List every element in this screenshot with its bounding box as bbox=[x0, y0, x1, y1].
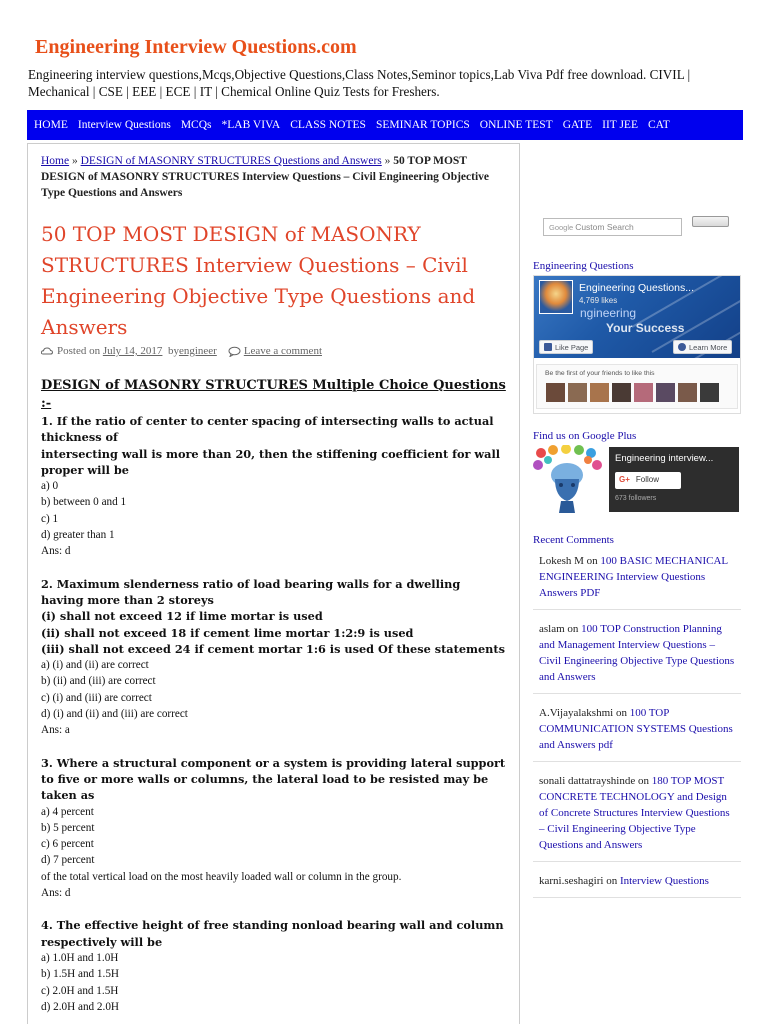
google-label: Google bbox=[549, 223, 574, 232]
search-button[interactable] bbox=[692, 216, 729, 227]
facebook-like-button[interactable] bbox=[539, 340, 593, 354]
comment-post-link[interactable]: 180 TOP MOST CONCRETE TECHNOLOGY and Design of Concrete Structures Interview Questions – Civil Engineering Objective Type Questions and Answers bbox=[539, 775, 730, 851]
comment-on-label: on bbox=[613, 707, 630, 719]
question-text: 2. Maximum slenderness ratio of load bearing walls for a dwelling having more than 2 storeys bbox=[41, 576, 461, 607]
facebook-like-count: 4,769 likes bbox=[579, 296, 618, 305]
recent-comment-item bbox=[533, 552, 741, 610]
question-block bbox=[41, 413, 506, 560]
leave-comment-link[interactable]: Leave a comment bbox=[243, 345, 322, 357]
learn-more-label: Learn More bbox=[689, 343, 728, 352]
question-block bbox=[41, 576, 506, 739]
post-date-link[interactable]: July 14, 2017 bbox=[102, 345, 163, 357]
nav-item-cat[interactable]: CAT bbox=[648, 119, 670, 131]
search-placeholder: Custom Search bbox=[575, 222, 634, 232]
friend-avatar[interactable] bbox=[700, 383, 719, 402]
posted-on-label: Posted on bbox=[57, 345, 101, 357]
nav-item-home[interactable]: HOME bbox=[34, 119, 68, 131]
friend-avatar[interactable] bbox=[656, 383, 675, 402]
answer-option: c) 1 bbox=[41, 512, 59, 525]
answer-option: b) 5 percent bbox=[41, 821, 95, 834]
friend-avatar[interactable] bbox=[590, 383, 609, 402]
comment-author: A.Vijayalakshmi bbox=[539, 707, 614, 719]
answer-option: b) 1.5H and 1.5H bbox=[41, 968, 119, 981]
comment-post-link[interactable]: 100 TOP Construction Planning and Management Interview Questions – Civil Engineering Objective Type Questions and Answers bbox=[539, 623, 735, 683]
by-label: by bbox=[167, 345, 179, 357]
nav-item-lab-viva[interactable]: *LAB VIVA bbox=[221, 119, 281, 131]
answer-option: b) (ii) and (iii) are correct bbox=[41, 675, 156, 688]
answer-option: d) 7 percent bbox=[41, 854, 95, 867]
question-text: 3. Where a structural component or a system is providing lateral support to five or more walls or columns, the lateral load to be resisted may be taken as bbox=[41, 755, 506, 803]
answer-option: a) 4 percent bbox=[41, 805, 94, 818]
follow-label: Follow bbox=[635, 475, 660, 484]
google-plus-brain-image[interactable] bbox=[533, 445, 603, 513]
search-widget bbox=[543, 216, 757, 238]
breadcrumb-separator: » bbox=[69, 155, 81, 167]
google-plus-page-name[interactable]: Engineering interview... bbox=[615, 453, 714, 464]
friend-avatar[interactable] bbox=[546, 383, 565, 402]
comment-on-label: on bbox=[583, 555, 601, 567]
facebook-page-name[interactable]: Engineering Questions... bbox=[579, 282, 694, 294]
nav-item-mcqs[interactable]: MCQs bbox=[180, 119, 212, 131]
question-text: (iii) shall not exceed 24 if cement mortar 1:6 is used Of these statements bbox=[41, 641, 505, 656]
friend-avatar[interactable] bbox=[568, 383, 587, 402]
answer-option: d) (i) and (ii) and (iii) are correct bbox=[41, 708, 188, 721]
main-navigation bbox=[27, 110, 743, 140]
nav-item-interview-questions[interactable]: Interview Questions bbox=[77, 119, 171, 131]
answer-option: a) 0 bbox=[41, 480, 59, 493]
google-plus-follow-button[interactable] bbox=[615, 472, 681, 489]
nav-item-class-notes[interactable]: CLASS NOTES bbox=[290, 119, 366, 131]
friend-avatar[interactable] bbox=[678, 383, 697, 402]
answer-option: a) (i) and (ii) are correct bbox=[41, 659, 149, 672]
breadcrumb bbox=[41, 153, 511, 201]
comment-author: aslam bbox=[539, 623, 565, 635]
facebook-page-avatar[interactable] bbox=[539, 280, 573, 314]
answer-option: d) greater than 1 bbox=[41, 529, 115, 542]
answer-key: Ans: d bbox=[41, 545, 71, 558]
answer-key: Ans: a bbox=[41, 724, 70, 737]
facebook-friends-strip bbox=[536, 364, 738, 409]
facebook-learn-more-button[interactable] bbox=[673, 340, 732, 354]
post-author-link[interactable]: engineer bbox=[178, 345, 217, 357]
question-text: (i) shall not exceed 12 if lime mortar is used bbox=[41, 609, 323, 624]
comment-on-label: on bbox=[603, 875, 620, 887]
site-title-link[interactable]: Engineering Interview Questions.com bbox=[35, 36, 357, 58]
answer-option: b) between 0 and 1 bbox=[41, 496, 127, 509]
comment-post-link[interactable]: 100 BASIC MECHANICAL ENGINEERING Interview Questions Answers PDF bbox=[539, 555, 728, 599]
facebook-cover-image[interactable] bbox=[534, 276, 740, 358]
nav-item-seminar-topics[interactable]: SEMINAR TOPICS bbox=[375, 119, 470, 131]
post-title: 50 TOP MOST DESIGN of MASONRY STRUCTURES Interview Questions – Civil Engineering Objective Type Questions and Answers bbox=[41, 222, 476, 339]
breadcrumb-current: 50 TOP MOST DESIGN of MASONRY STRUCTURES Interview Questions – Civil Engineering Objective Type Questions and Answers bbox=[41, 155, 490, 199]
comment-icon bbox=[228, 346, 240, 357]
question-text: 4. The effective height of free standing nonload bearing wall and column respectively will be bbox=[41, 918, 504, 949]
google-plus-card bbox=[609, 447, 739, 512]
google-plus-widget bbox=[533, 445, 741, 513]
site-header bbox=[0, 0, 768, 108]
main-content bbox=[27, 143, 520, 1024]
post-meta bbox=[41, 345, 511, 357]
facebook-page-widget bbox=[533, 275, 741, 414]
question-block bbox=[41, 755, 506, 902]
recent-comment-item bbox=[533, 620, 741, 694]
comment-author: sonali dattatrayshinde bbox=[539, 775, 636, 787]
post-body bbox=[41, 377, 506, 1015]
breadcrumb-category-link[interactable]: DESIGN of MASONRY STRUCTURES Questions and Answers bbox=[80, 155, 382, 167]
facebook-friends-text: Be the first of your friends to like this bbox=[545, 370, 655, 377]
fb-widget-title[interactable]: Engineering Questions bbox=[533, 260, 634, 272]
comment-post-link[interactable]: Interview Questions bbox=[619, 875, 709, 887]
answer-option: c) 2.0H and 1.5H bbox=[41, 984, 119, 997]
question-text: (ii) shall not exceed 18 if cement lime mortar 1:2:9 is used bbox=[41, 625, 414, 640]
section-heading: DESIGN of MASONRY STRUCTURES Multiple Choice Questions :- bbox=[41, 378, 506, 411]
search-input[interactable] bbox=[543, 218, 682, 236]
gp-widget-title[interactable]: Find us on Google Plus bbox=[533, 430, 637, 442]
recent-comments-list bbox=[533, 552, 741, 908]
question-text: intersecting wall is more than 20, then the stiffening coefficient for wall proper will be bbox=[41, 446, 501, 477]
comment-on-label: on bbox=[635, 775, 652, 787]
breadcrumb-home-link[interactable]: Home bbox=[41, 155, 70, 167]
facebook-icon bbox=[678, 343, 686, 351]
comment-author: Lokesh M bbox=[539, 555, 584, 567]
answer-key: Ans: d bbox=[41, 887, 71, 900]
answer-option: c) 6 percent bbox=[41, 838, 94, 851]
clock-icon bbox=[41, 346, 53, 357]
nav-item-online-test[interactable]: ONLINE TEST bbox=[479, 119, 553, 131]
answer-option: c) (i) and (iii) are correct bbox=[41, 691, 152, 704]
google-plus-followers: 673 followers bbox=[615, 495, 657, 502]
recent-comment-item bbox=[533, 772, 741, 862]
nav-item-gate[interactable]: GATE bbox=[562, 119, 593, 131]
question-text: 1. If the ratio of center to center spacing of intersecting walls to actual thickness of bbox=[41, 414, 494, 445]
answer-option: a) 1.0H and 1.0H bbox=[41, 951, 119, 964]
recent-comments-title: Recent Comments bbox=[533, 534, 614, 546]
recent-comment-item bbox=[533, 704, 741, 762]
friend-avatar[interactable] bbox=[634, 383, 653, 402]
question-note: of the total vertical load on the most heavily loaded wall or column in the group. bbox=[41, 870, 402, 883]
friend-avatar[interactable] bbox=[612, 383, 631, 402]
comment-on-label: on bbox=[564, 623, 582, 635]
nav-item-iit-jee[interactable]: IIT JEE bbox=[602, 119, 638, 131]
answer-option: d) 2.0H and 2.0H bbox=[41, 1000, 119, 1013]
site-description: Engineering interview questions,Mcqs,Objective Questions,Class Notes,Seminor topics,Lab Viva Pdf free download. CIVIL | Mechanical | CSE | EEE | ECE | IT | Chemical Online Quiz Tests for Freshers. bbox=[28, 67, 691, 99]
facebook-icon bbox=[544, 343, 552, 351]
comment-author: karni.seshagiri bbox=[539, 875, 604, 887]
cover-text: Your Success bbox=[606, 321, 685, 335]
recent-comment-item bbox=[533, 872, 741, 898]
comment-post-link[interactable]: 100 TOP COMMUNICATION SYSTEMS Questions and Answers pdf bbox=[539, 707, 733, 751]
breadcrumb-separator: » bbox=[381, 155, 394, 167]
question-block bbox=[41, 917, 506, 1015]
google-plus-icon: G+ bbox=[619, 475, 630, 484]
cover-text: ngineering bbox=[580, 306, 637, 320]
like-button-label: Like Page bbox=[555, 343, 589, 352]
